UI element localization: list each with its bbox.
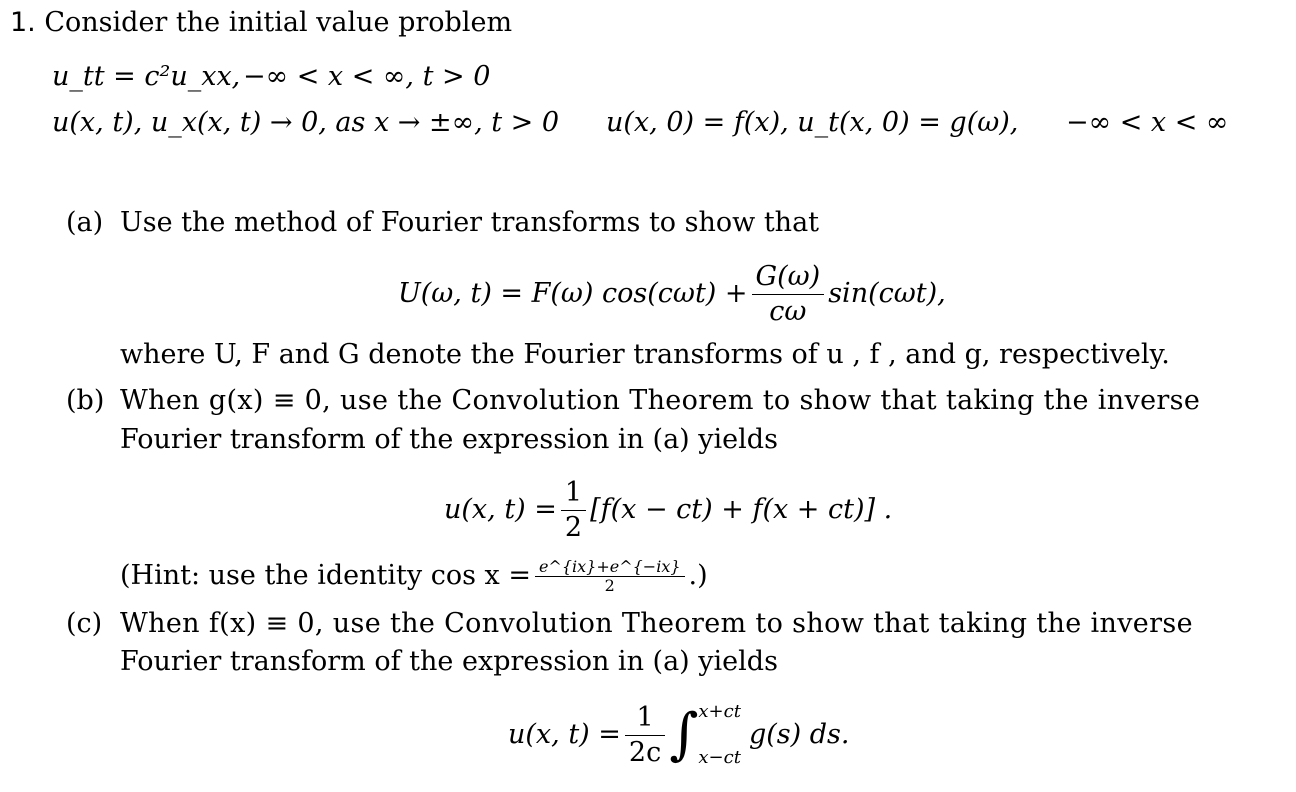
hint-frac-den: 2: [604, 575, 615, 595]
part-b-eq-fraction: [561, 476, 586, 545]
part-b-label: (b): [66, 385, 105, 416]
part-b-line1: When g(x) ≡ 0, use the Convolution Theorem to show that taking the inverse: [120, 385, 1201, 416]
part-c-frac-den: 2c: [628, 736, 662, 768]
ic-domain: −∞ < x < ∞: [1066, 107, 1229, 138]
part-a-eq-rhs: sin(cωt),: [828, 278, 946, 309]
problem-header: [10, 6, 512, 40]
part-a-eq-lhs: U(ω, t) = F(ω) cos(cωt) +: [398, 278, 748, 309]
part-c-label: (c): [66, 608, 103, 639]
part-c-eq-fraction: [625, 701, 665, 770]
problem-intro: Consider the initial value problem: [44, 7, 513, 38]
initial-conditions: u(x, 0) = f(x), u_t(x, 0) = g(ω),: [606, 107, 1019, 138]
problem-number: 1.: [10, 7, 36, 38]
part-a-label: (a): [66, 207, 104, 238]
part-b-frac-den: 2: [564, 511, 583, 543]
part-c-eq-lhs: u(x, t) =: [508, 719, 621, 750]
part-b-line2: Fourier transform of the expression in (a) yields: [120, 424, 778, 455]
part-c-frac-num: 1: [625, 701, 665, 736]
part-b-hint: [120, 552, 708, 600]
part-b-eq-rhs: [f(x − ct) + f(x + ct)] .: [590, 494, 893, 525]
part-a-frac-num: G(ω): [752, 260, 825, 295]
boundary-conditions: u(x, t), u_x(x, t) → 0, as x → ±∞, t > 0: [52, 107, 560, 138]
part-c-line2: Fourier transform of the expression in (a) yields: [120, 646, 778, 677]
part-a-note: where U, F and G denote the Fourier transforms of u , f , and g, respectively.: [120, 339, 1170, 370]
pde-domain: −∞ < x < ∞, t > 0: [243, 61, 491, 92]
part-b-frac-num: 1: [561, 476, 586, 511]
hint-post: .): [688, 560, 708, 591]
integral-limits: [698, 702, 741, 768]
integral-lower-limit: x−ct: [698, 747, 741, 768]
hint-frac-num: e^{ix}+e^{−ix}: [535, 558, 685, 577]
hint-fraction: [535, 558, 685, 595]
part-a-eq-fraction: [752, 260, 825, 329]
part-a-text: Use the method of Fourier transforms to show that: [120, 207, 820, 238]
part-a-equation: [398, 254, 946, 334]
pde-equation: u_tt = c²u_xx,: [52, 61, 241, 92]
part-a-frac-den: cω: [769, 295, 807, 327]
part-b-eq-lhs: u(x, t) =: [444, 494, 557, 525]
part-c-equation: [508, 690, 849, 780]
hint-pre: (Hint: use the identity cos x =: [120, 560, 531, 591]
integral-upper-limit: x+ct: [698, 701, 741, 722]
part-c-integrand: g(s) ds.: [748, 719, 850, 750]
integral-sign-icon: ∫: [669, 702, 699, 767]
part-b-equation: [444, 470, 892, 550]
part-c-line1: When f(x) ≡ 0, use the Convolution Theorem to show that taking the inverse: [120, 608, 1193, 639]
